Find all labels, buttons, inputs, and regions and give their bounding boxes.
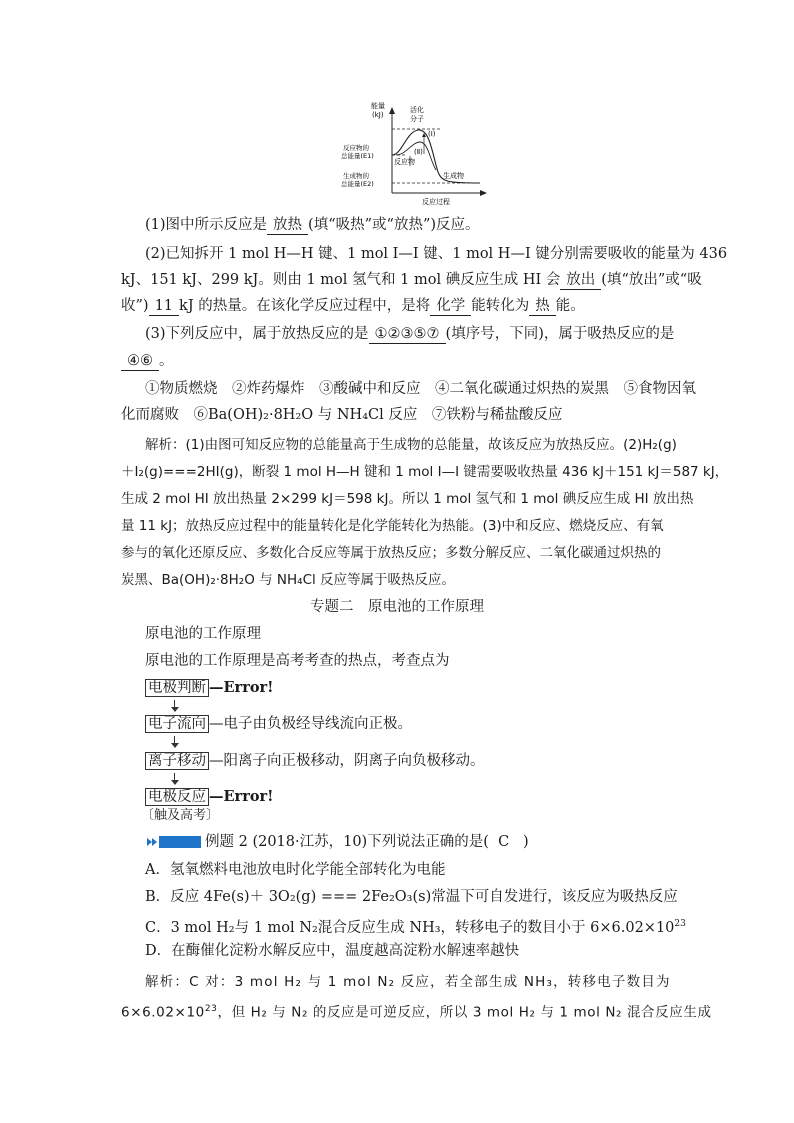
touch-exam-label: 〔触及高考〕 bbox=[141, 808, 220, 823]
q2-text: kJ、151 kJ、299 kJ。则由 1 mol 氢气和 1 mol 碘反应生成 HI 会 bbox=[121, 272, 561, 288]
q3-answer-1: ①②③⑤⑦ bbox=[369, 325, 446, 344]
activated-label-2: 分子 bbox=[410, 115, 424, 123]
question-2-line-2 bbox=[121, 270, 702, 290]
reactant-energy-label: 反应物的 bbox=[343, 144, 369, 152]
flow-text-3: —阳离子向正极移动，阴离子向负极移动。 bbox=[209, 753, 485, 769]
ex2-answer: C bbox=[498, 834, 510, 850]
q3-text-end: 。 bbox=[159, 353, 174, 369]
q1-answer: 放热 bbox=[267, 216, 308, 235]
flow-box-2: 电子流向 bbox=[145, 715, 209, 733]
option-d: D．在酶催化淀粉水解反应中，温度越高淀粉水解速率越快 bbox=[145, 943, 520, 959]
q1-text-post: (填“吸热”或“放热”)反应。 bbox=[308, 217, 480, 233]
flow-step-ion bbox=[145, 751, 485, 771]
blue-label-icon bbox=[159, 836, 201, 848]
q3-text: (3)下列反应中，属于放热反应的是 bbox=[145, 326, 369, 342]
flow-text-2: —电子由负极经导线流向正极。 bbox=[209, 716, 412, 732]
mark-2: (Ⅱ) bbox=[414, 148, 423, 156]
option-c-sup: 23 bbox=[674, 919, 686, 929]
option-a: A．氢氧燃料电池放电时化学能全部转化为电能 bbox=[145, 862, 446, 878]
y-axis-label: 能量 bbox=[371, 102, 385, 110]
down-arrow-icon bbox=[170, 736, 180, 748]
option-b: B．反应 4Fe(s)＋ 3O₂(g) === 2Fe₂O₃(s)常温下可自发进行，该反应为吸热反应 bbox=[145, 889, 678, 905]
explanation-1-line-5: 参与的氧化还原反应、多数化合反应等属于放热反应；多数分解反应、二氧化碳通过炽热的 bbox=[121, 545, 661, 561]
flow-step-electron bbox=[145, 714, 412, 734]
flow-step-reaction bbox=[145, 787, 274, 807]
explanation-1-line-1: 解析：(1)由图可知反应物的总能量高于生成物的总能量，故该反应为放热反应。(2)H₂(g) bbox=[145, 437, 677, 453]
mark-1: (Ⅰ) bbox=[428, 130, 436, 138]
ex2-stem-post: ) bbox=[523, 834, 529, 850]
question-2-line-3 bbox=[121, 296, 585, 316]
section-title: 专题二 原电池的工作原理 bbox=[310, 599, 484, 615]
flow-step-electrode bbox=[145, 678, 274, 698]
question-3-options-2: 化而腐败 ⑥Ba(OH)₂·8H₂O 与 NH₄Cl 反应 ⑦铁粉与稀盐酸反应 bbox=[121, 407, 563, 423]
question-3-line-1 bbox=[145, 324, 674, 344]
ex2-stem-text: 例题 2 (2018·江苏，10)下列说法正确的是( bbox=[205, 834, 489, 850]
explanation-1-line-3: 生成 2 mol HI 放出热量 2×299 kJ＝598 kJ。所以 1 mol 氢气和 1 mol 碘反应生成 HI 放出热 bbox=[121, 491, 694, 507]
down-arrow-icon bbox=[170, 700, 180, 712]
reactant-energy-label-2: 总能量(E1) bbox=[341, 152, 374, 160]
exp2-sup: 23 bbox=[204, 1004, 218, 1014]
product-energy-label-2: 总能量(E2) bbox=[341, 180, 374, 188]
product-energy-label: 生成物的 bbox=[343, 172, 369, 180]
explanation-1-line-6: 炭黑、Ba(OH)₂·8H₂O 与 NH₄Cl 反应等属于吸热反应。 bbox=[121, 572, 456, 588]
flow-text-1: —Error! bbox=[209, 679, 274, 696]
y-axis-unit: (kJ) bbox=[372, 111, 384, 119]
q2-text-5: 能转化为 bbox=[471, 298, 530, 314]
q2-answer-4: 热 bbox=[529, 297, 556, 316]
q2-text-6: 能。 bbox=[555, 298, 585, 314]
q2-text-post: (填“放出”或“吸 bbox=[601, 272, 702, 288]
exp2-text-post: ，但 H₂ 与 N₂ 的反应是可逆反应，所以 3 mol H₂ 与 1 mol N₂ 混合反应生成 bbox=[217, 1004, 712, 1021]
exp2-text: 6×6.02×10 bbox=[121, 1004, 205, 1021]
section-subtitle: 原电池的工作原理 bbox=[145, 626, 261, 642]
explanation-2-line-1: 解析：C 对：3 mol H₂ 与 1 mol N₂ 反应，若全部生成 NH₃，转移电子数目为 bbox=[145, 974, 671, 990]
reactant-label: 反应物 bbox=[394, 158, 415, 166]
explanation-1-line-4: 量 11 kJ；放热反应过程中的能量转化是化学能转化为热能。(3)中和反应、燃烧反应、有氧 bbox=[121, 518, 664, 534]
question-1 bbox=[145, 215, 480, 235]
q1-text: (1)图中所示反应是 bbox=[145, 217, 268, 233]
q2-text-3: 收”) bbox=[121, 298, 149, 314]
q2-text-4: kJ 的热量。在该化学反应过程中，是将 bbox=[179, 298, 431, 314]
activated-label: 活化 bbox=[410, 106, 424, 114]
flow-text-4: —Error! bbox=[209, 788, 274, 805]
q3-text-post: (填序号，下同)，属于吸热反应的是 bbox=[445, 326, 675, 342]
explanation-2-line-2 bbox=[121, 999, 712, 1023]
product-label: 生成物 bbox=[443, 172, 464, 180]
question-3-options-1: ①物质燃烧 ②炸药爆炸 ③酸碱中和反应 ④二氧化碳通过炽热的炭黑 ⑤食物因氧 bbox=[145, 381, 696, 397]
question-3-line-2 bbox=[121, 351, 174, 371]
flow-box-3: 离子移动 bbox=[145, 752, 209, 770]
section-intro: 原电池的工作原理是高考考查的热点，考查点为 bbox=[145, 653, 450, 669]
example-2-stem bbox=[147, 832, 529, 852]
play-marker-icon bbox=[152, 838, 157, 846]
flow-box-1: 电极判断 bbox=[145, 679, 209, 697]
q2-answer-3: 化学 bbox=[430, 297, 471, 316]
q2-answer-2: 11 bbox=[149, 297, 179, 316]
x-axis-label: 反应过程 bbox=[422, 198, 450, 206]
q2-answer-1: 放出 bbox=[560, 271, 601, 290]
option-c bbox=[145, 914, 686, 938]
flow-box-4: 电极反应 bbox=[145, 788, 209, 806]
down-arrow-icon bbox=[170, 773, 180, 785]
q3-answer-2: ④⑥ bbox=[121, 352, 159, 371]
option-c-text: C．3 mol H₂与 1 mol N₂混合反应生成 NH₃，转移电子的数目小于 6×6.02×10 bbox=[145, 919, 675, 936]
explanation-1-line-2: ＋I₂(g)===2HI(g)，断裂 1 mol H—H 键和 1 mol I—I 键需要吸收热量 436 kJ＋151 kJ＝587 kJ， bbox=[121, 464, 729, 480]
question-2-line-1: (2)已知拆开 1 mol H—H 键、1 mol I—I 键、1 mol H—I 键分别需要吸收的能量为 436 bbox=[145, 246, 728, 262]
energy-diagram bbox=[340, 98, 490, 206]
